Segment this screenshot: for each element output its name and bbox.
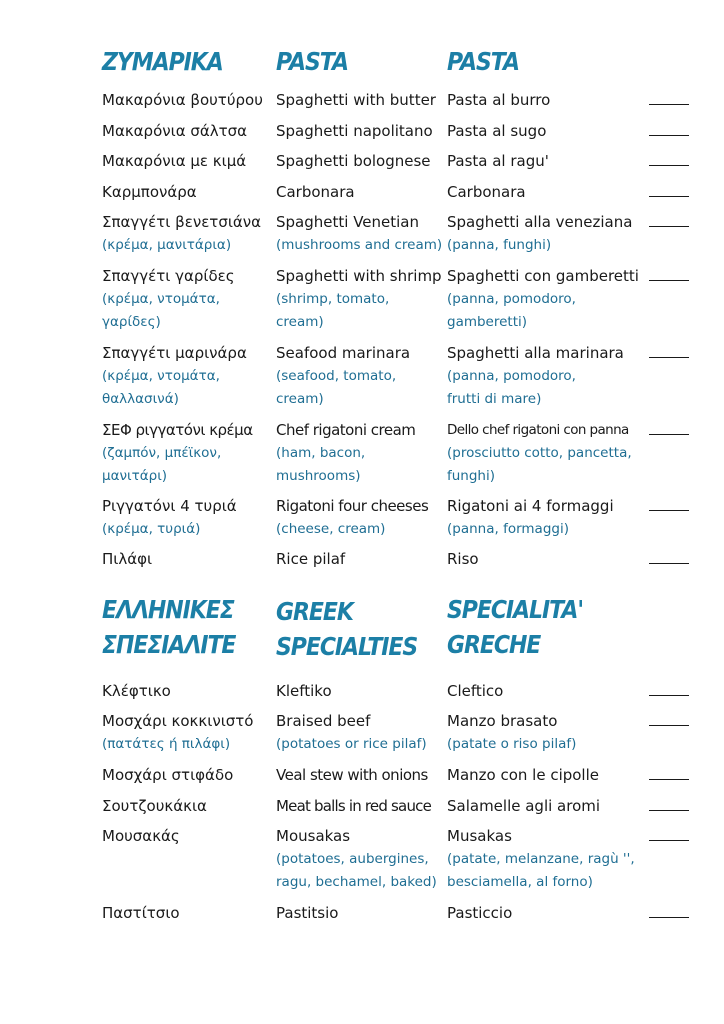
item-desc-italian: (panna, pomodoro, (447, 368, 576, 384)
item-desc-english: (potatoes, aubergines, (276, 851, 429, 867)
item-name-greek: Σουτζουκάκια (102, 797, 207, 815)
item-name-english: Kleftiko (276, 682, 332, 700)
item-name-italian: Pasta al burro (447, 91, 551, 109)
item-name-italian: Spaghetti con gamberetti (447, 267, 639, 285)
heading-italian: PASTA (447, 47, 520, 76)
heading-greek: ΖΥΜΑΡΙΚΑ (102, 47, 223, 76)
item-desc-english: cream) (276, 391, 324, 407)
item-name-italian: Dello chef rigatoni con panna (447, 422, 629, 438)
item-name-english: Pastitsio (276, 904, 339, 922)
item-name-greek: Σπαγγέτι γαρίδες (102, 267, 235, 285)
item-name-english: Carbonara (276, 183, 355, 201)
price-line (649, 196, 689, 197)
item-name-greek: Κλέφτικο (102, 682, 171, 700)
item-desc-italian: (prosciutto cotto, pancetta, (447, 445, 632, 461)
item-desc-english: mushrooms) (276, 468, 361, 484)
item-name-english: Rice pilaf (276, 550, 346, 568)
item-desc-greek: (κρέμα, τυριά) (102, 521, 201, 537)
heading-italian: SPECIALITA' GRECHE (447, 595, 584, 659)
item-name-greek: ΣΕΦ ριγγατόνι κρέμα (102, 421, 253, 439)
item-name-greek: Σπαγγέτι μαρινάρα (102, 344, 247, 362)
item-desc-greek: (κρέμα, μανιτάρια) (102, 237, 232, 253)
price-line (649, 563, 689, 564)
item-desc-italian: besciamella, al forno) (447, 874, 593, 890)
item-name-italian: Carbonara (447, 183, 526, 201)
item-name-english: Veal stew with onions (276, 766, 428, 784)
item-desc-english: ragu, bechamel, baked) (276, 874, 437, 890)
item-name-greek: Σπαγγέτι βενετσιάνα (102, 213, 262, 231)
item-name-italian: Spaghetti alla marinara (447, 344, 624, 362)
item-desc-english: cream) (276, 314, 324, 330)
item-name-italian: Spaghetti alla veneziana (447, 213, 633, 231)
price-line (649, 165, 689, 166)
item-name-english: Spaghetti bolognese (276, 152, 431, 170)
item-name-greek: Πιλάφι (102, 550, 153, 568)
item-name-italian: Cleftico (447, 682, 504, 700)
item-name-italian: Pasticcio (447, 904, 513, 922)
item-desc-italian: gamberetti) (447, 314, 528, 330)
price-line (649, 779, 689, 780)
item-desc-english: (potatoes or rice pilaf) (276, 736, 427, 752)
item-name-italian: Pasta al ragu' (447, 152, 549, 170)
item-desc-italian: (patate o riso pilaf) (447, 736, 577, 752)
item-desc-english: (seafood, tomato, (276, 368, 397, 384)
item-name-english: Spaghetti with shrimp (276, 267, 442, 285)
heading-greek: ΕΛΛΗΝΙΚΕΣ ΣΠΕΣΙΑΛΙΤΕ (102, 595, 236, 659)
item-name-greek: Παστίτσιο (102, 904, 180, 922)
item-desc-greek: μανιτάρι) (102, 468, 168, 484)
heading-english: PASTA (276, 47, 349, 76)
price-line (649, 135, 689, 136)
item-name-italian: Rigatoni ai 4 formaggi (447, 497, 614, 515)
price-line (649, 280, 689, 281)
item-desc-english: (shrimp, tomato, (276, 291, 390, 307)
item-name-greek: Ριγγατόνι 4 τυριά (102, 497, 237, 515)
item-desc-english: (cheese, cream) (276, 521, 386, 537)
price-line (649, 510, 689, 511)
heading-english: GREEK SPECIALTIES (276, 597, 418, 661)
price-line (649, 226, 689, 227)
item-name-greek: Μακαρόνια σάλτσα (102, 122, 248, 140)
item-desc-greek: θαλλασινά) (102, 391, 179, 407)
item-name-english: Spaghetti Venetian (276, 213, 419, 231)
item-name-english: Spaghetti with butter (276, 91, 436, 109)
item-name-english: Seafood marinara (276, 344, 411, 362)
item-desc-english: (ham, bacon, (276, 445, 366, 461)
item-name-italian: Salamelle agli aromi (447, 797, 601, 815)
item-desc-greek: (κρέμα, ντομάτα, (102, 368, 220, 384)
item-name-italian: Musakas (447, 827, 512, 845)
item-name-english: Chef rigatoni cream (276, 421, 416, 439)
price-line (649, 725, 689, 726)
item-desc-greek: (πατάτες ή πιλάφι) (102, 736, 231, 752)
item-desc-italian: (panna, formaggi) (447, 521, 569, 537)
item-desc-greek: γαρίδες) (102, 314, 161, 330)
item-desc-italian: funghi) (447, 468, 496, 484)
item-name-greek: Μοσχάρι κοκκινιστό (102, 712, 254, 730)
item-name-english: Rigatoni four cheeses (276, 497, 429, 515)
price-line (649, 917, 689, 918)
item-desc-italian: (patate, melanzane, ragù '', (447, 851, 635, 867)
item-name-greek: Μοσχάρι στιφάδο (102, 766, 234, 784)
price-line (649, 434, 689, 435)
price-line (649, 810, 689, 811)
price-line (649, 104, 689, 105)
item-name-english: Meat balls in red sauce (276, 797, 432, 815)
price-line (649, 357, 689, 358)
price-line (649, 840, 689, 841)
item-name-greek: Μακαρόνια με κιμά (102, 152, 247, 170)
item-name-english: Spaghetti napolitano (276, 122, 433, 140)
item-desc-greek: (ζαμπόν, μπέϊκον, (102, 445, 222, 461)
item-name-english: Braised beef (276, 712, 371, 730)
item-name-greek: Μακαρόνια βουτύρου (102, 91, 263, 109)
item-name-italian: Manzo con le cipolle (447, 766, 599, 784)
item-name-italian: Riso (447, 550, 479, 568)
item-name-italian: Pasta al sugo (447, 122, 547, 140)
item-desc-greek: (κρέμα, ντομάτα, (102, 291, 220, 307)
item-name-italian: Manzo brasato (447, 712, 558, 730)
item-name-greek: Μουσακάς (102, 827, 180, 845)
item-name-english: Mousakas (276, 827, 351, 845)
item-desc-english: (mushrooms and cream) (276, 237, 443, 253)
price-line (649, 695, 689, 696)
item-desc-italian: frutti di mare) (447, 391, 542, 407)
item-desc-italian: (panna, funghi) (447, 237, 552, 253)
item-name-greek: Καρμπονάρα (102, 183, 197, 201)
item-desc-italian: (panna, pomodoro, (447, 291, 576, 307)
